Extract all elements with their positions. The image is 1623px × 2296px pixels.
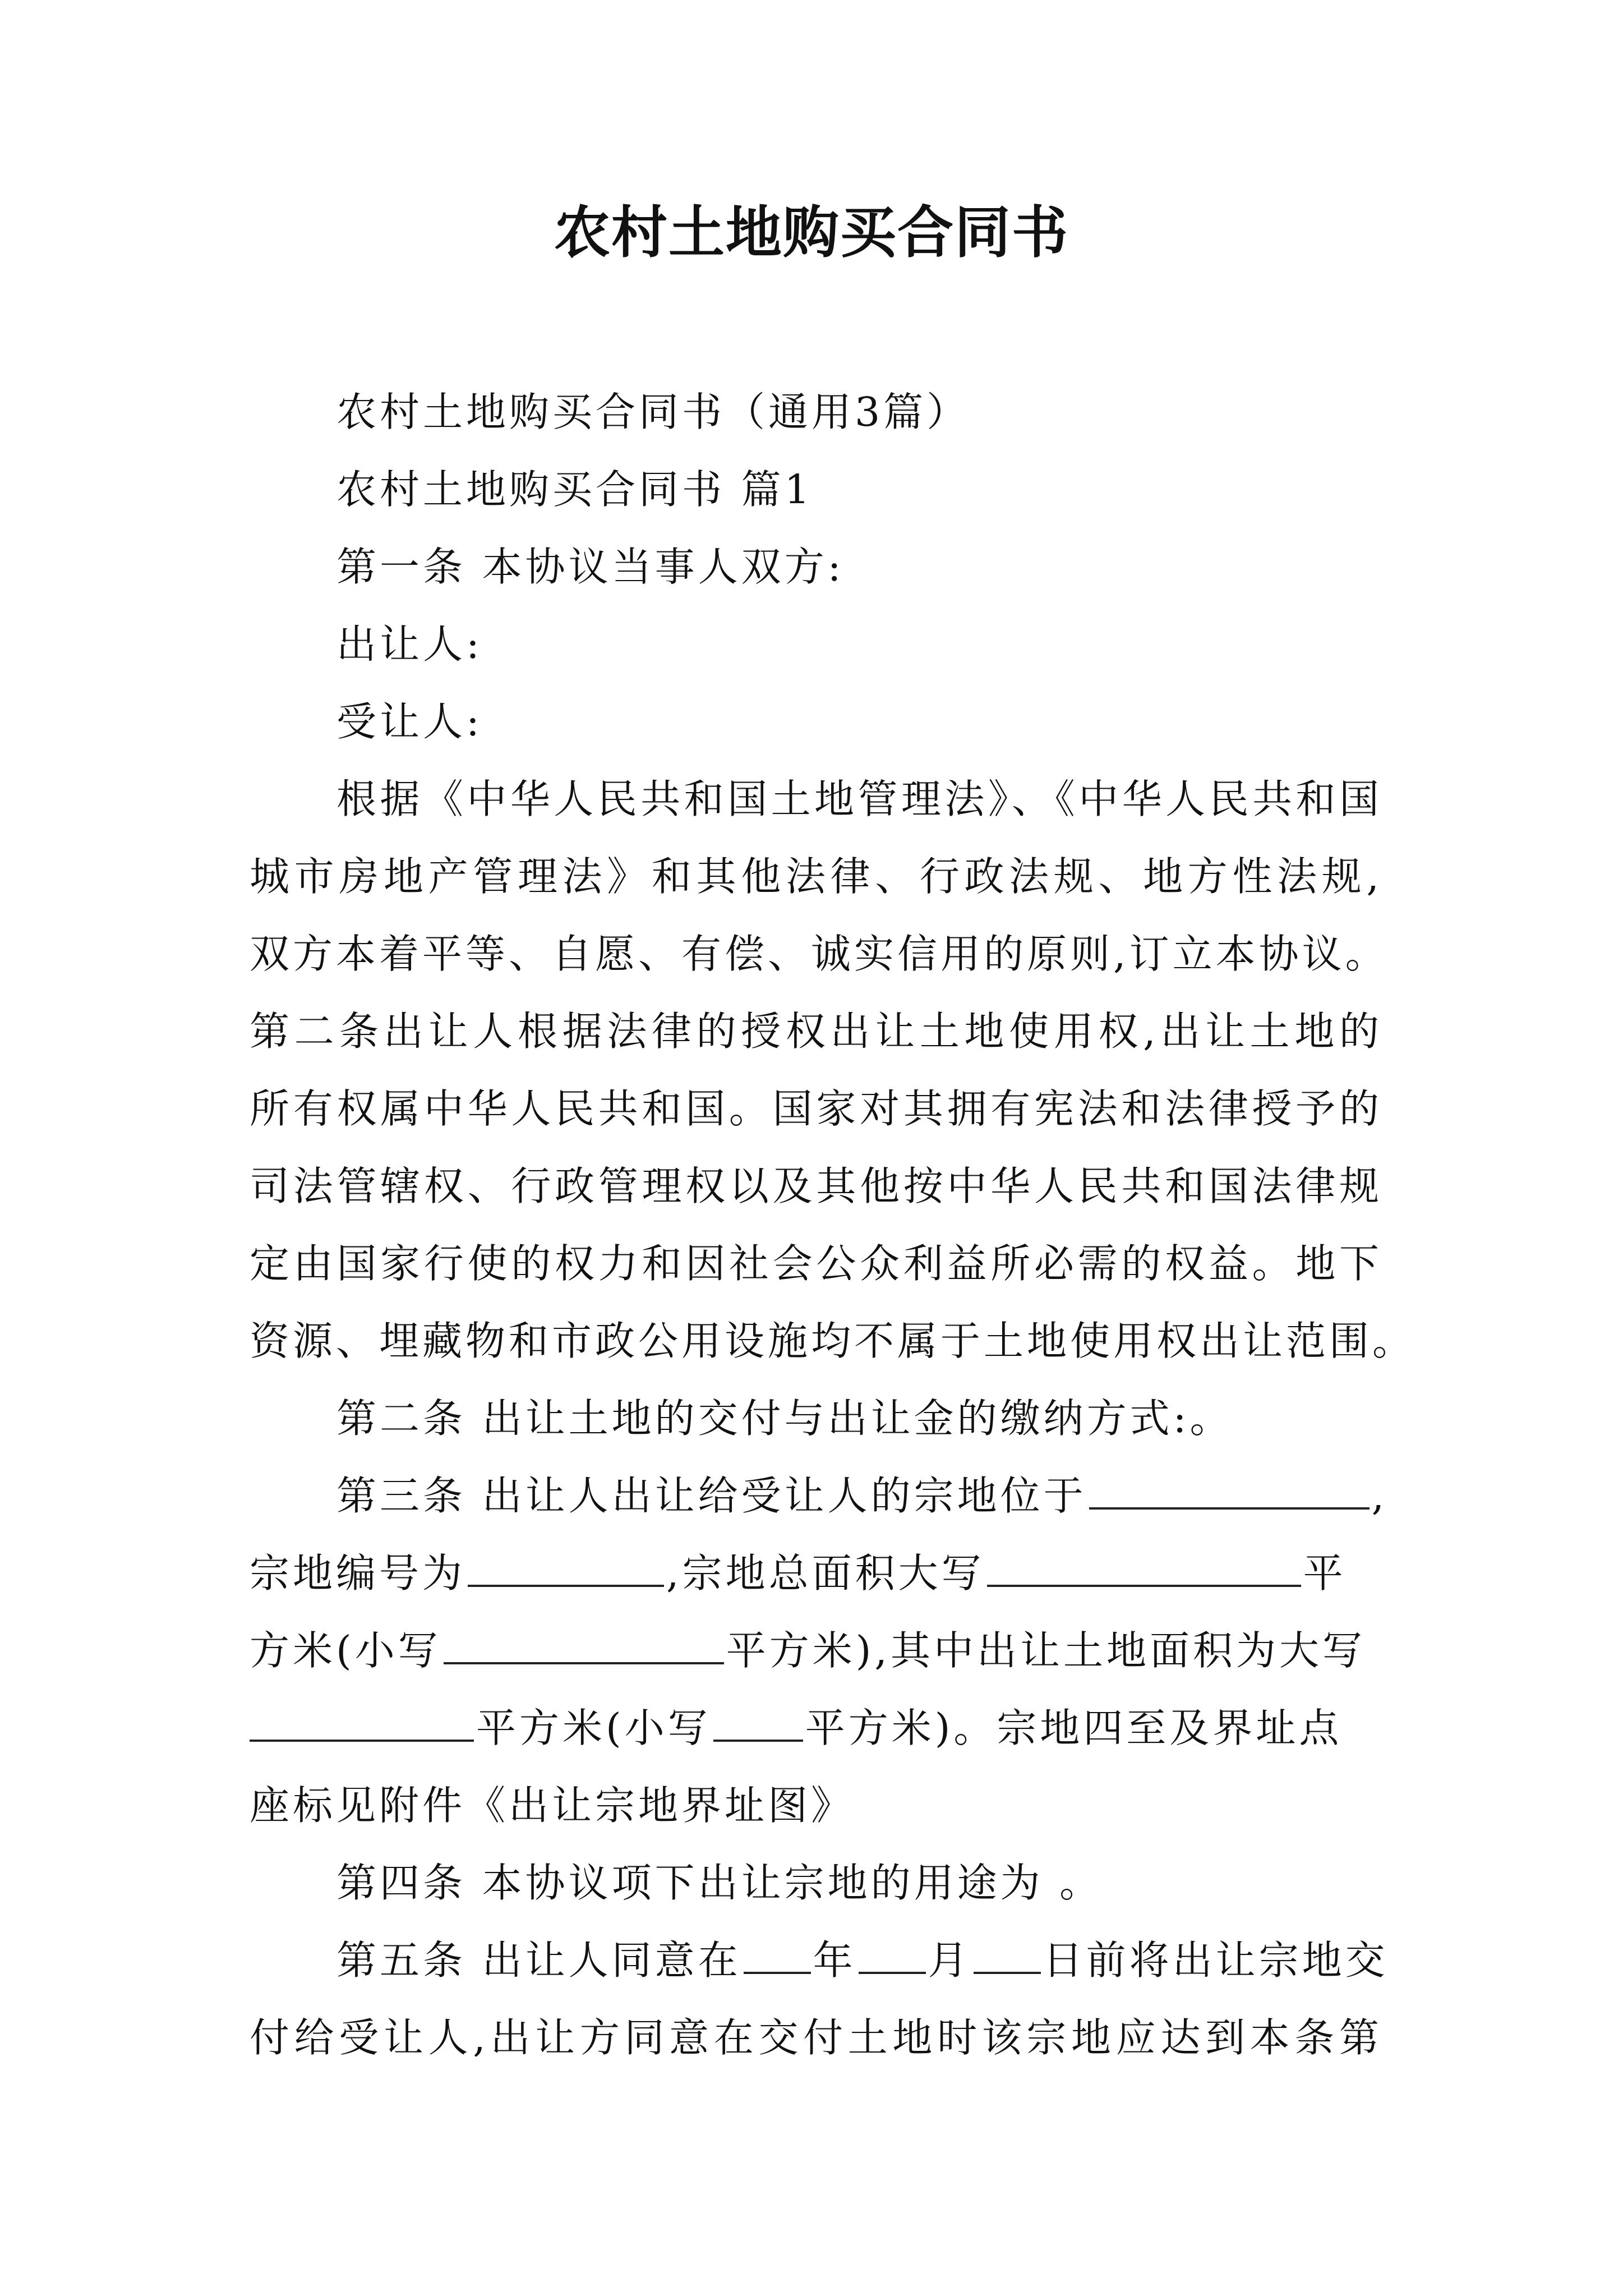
basis-line-2: 城市房地产管理法》和其他法律、行政法规、地方性法规, — [250, 853, 1382, 900]
clause-2a-line-1: 第二条出让人根据法律的授权出让土地使用权,出让土地的 — [250, 1008, 1382, 1055]
document-subtitle: 农村土地购买合同书（通用3篇） — [336, 389, 970, 435]
clause-3-line-1 — [336, 1468, 1388, 1524]
clause-5-line-2: 付给受让人,出让方同意在交付土地时该宗地应达到本条第 — [250, 2014, 1382, 2061]
clause-1: 第一条 本协议当事人双方: — [336, 544, 845, 590]
assigned-area-uppercase-blank — [250, 1700, 474, 1742]
clause-2a-line-4: 定由国家行使的权力和因社会公众利益所必需的权益。地下 — [250, 1240, 1382, 1287]
clause-5-line-1 — [336, 1932, 1389, 1989]
unit-text-3: 平方米(小写 — [476, 1705, 711, 1751]
clause-3-line-2 — [250, 1545, 1382, 1602]
total-area-uppercase-blank — [987, 1545, 1301, 1587]
clause-3-line-4 — [250, 1700, 1382, 1756]
location-blank — [1089, 1468, 1370, 1510]
assigned-area-lowercase-blank — [713, 1700, 803, 1742]
document-title: 农村土地购买合同书 — [554, 200, 1069, 265]
clause-2b: 第二条 出让土地的交付与出让金的缴纳方式:。 — [336, 1395, 1233, 1442]
clause-3-line-5: 座标见附件《出让宗地界址图》 — [250, 1782, 855, 1829]
parcel-number-blank — [468, 1545, 664, 1587]
total-area-label: ,宗地总面积大写 — [666, 1550, 985, 1596]
clause-3-text: 第三条 出让人出让给受让人的宗地位于 — [336, 1473, 1087, 1519]
basis-line-1: 根据《中华人民共和国土地管理法》、《中华人民共和国 — [336, 776, 1382, 822]
assignor-label: 出让人: — [336, 621, 483, 668]
unit-text-2: 方米(小写 — [250, 1627, 441, 1674]
unit-text-1: 平 — [1303, 1550, 1347, 1596]
clause-2a-line-2: 所有权属中华人民共和国。国家对其拥有宪法和法律授予的 — [250, 1085, 1382, 1132]
assignee-label: 受让人: — [336, 698, 483, 745]
comma-text: , — [1371, 1473, 1388, 1519]
month-blank — [859, 1932, 926, 1974]
clause-3-line-3 — [250, 1623, 1382, 1679]
delivery-text: 日前将出让宗地交 — [1043, 1937, 1389, 1984]
clause-4: 第四条 本协议项下出让宗地的用途为 。 — [336, 1860, 1103, 1906]
clause-2a-line-3: 司法管辖权、行政管理权以及其他按中华人民共和国法律规 — [250, 1163, 1382, 1209]
year-blank — [744, 1932, 811, 1974]
year-label: 年 — [813, 1937, 856, 1984]
parcel-number-label: 宗地编号为 — [250, 1550, 466, 1596]
total-area-lowercase-blank — [444, 1623, 724, 1664]
month-label: 月 — [928, 1937, 971, 1984]
basis-line-3: 双方本着平等、自愿、有偿、诚实信用的原则,订立本协议。 — [250, 931, 1389, 977]
part-heading: 农村土地购买合同书 篇1 — [336, 466, 813, 513]
boundary-text: 平方米)。宗地四至及界址点 — [805, 1705, 1343, 1751]
assigned-area-label: 平方米),其中出让土地面积为大写 — [726, 1627, 1366, 1674]
day-blank — [974, 1932, 1041, 1974]
clause-2a-line-5: 资源、埋藏物和市政公用设施均不属于土地使用权出让范围。 — [250, 1318, 1416, 1364]
clause-5-text: 第五条 出让人同意在 — [336, 1937, 741, 1984]
